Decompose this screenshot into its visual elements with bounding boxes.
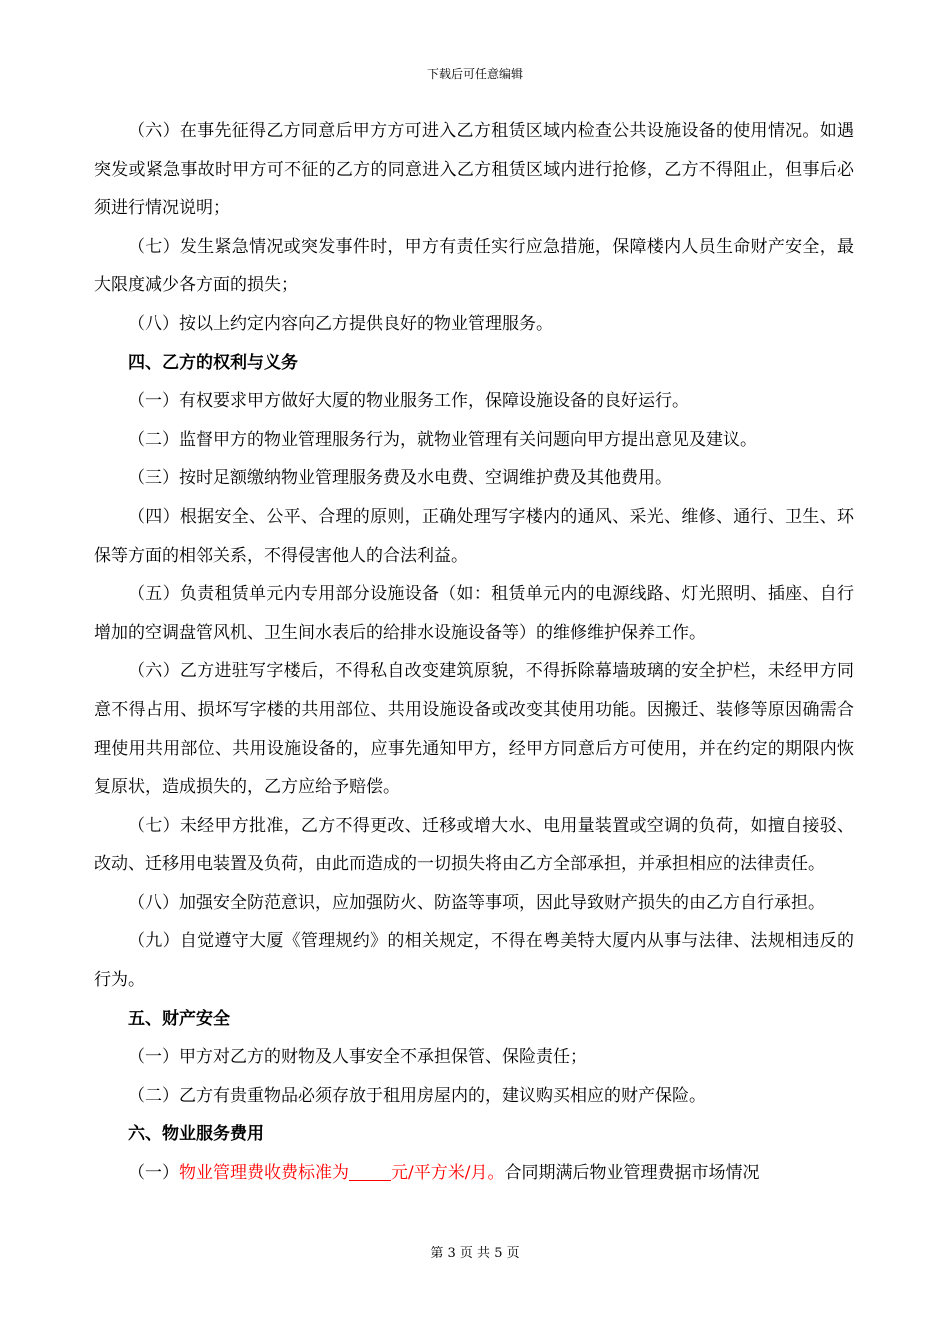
clause-continuation: 合同期满后物业管理费据市场情况	[504, 1163, 760, 1184]
section-heading-6: 六、物业服务费用	[128, 1124, 264, 1145]
clause-4-9: （九）自觉遵守大厦《管理规约》的相关规定，不得在粤美特大厦内从事与法律、法规相违反的行为。	[94, 931, 854, 991]
document-body	[94, 112, 854, 1193]
clause-3-8: （八）按以上约定内容向乙方提供良好的物业管理服务。	[128, 313, 553, 334]
fee-standard-text: 物业管理费收费标准为	[179, 1163, 349, 1184]
clause-4-4: （四）根据安全、公平、合理的原则，正确处理写字楼内的通风、采光、维修、通行、卫生、环保等方面的相邻关系，不得侵害他人的合法利益。	[94, 506, 854, 566]
page-footer: 第 3 页 共 5 页	[430, 1246, 520, 1261]
section-heading-4: 四、乙方的权利与义务	[128, 352, 298, 373]
clause-4-2: （二）监督甲方的物业管理服务行为，就物业管理有关问题向甲方提出意见及建议。	[128, 429, 757, 450]
clause-number: （一）	[128, 1163, 179, 1184]
clause-4-6: （六）乙方进驻写字楼后，不得私自改变建筑原貌，不得拆除幕墙玻璃的安全护栏，未经甲方同意不得占用、损坏写字楼的共用部位、共用设施设备或改变其使用功能。因搬迁、装修等原因确需合理使用共用部位、共用设施设备的，应事先通知甲方，经甲方同意后方可使用，并在约定的期限内恢复原状，造成损失的，乙方应给予赔偿。	[94, 661, 854, 798]
fee-amount-blank	[349, 1163, 391, 1181]
clause-5-2: （二）乙方有贵重物品必须存放于租用房屋内的，建议购买相应的财产保险。	[128, 1085, 706, 1106]
clause-3-6: （六）在事先征得乙方同意后甲方方可进入乙方租赁区域内检查公共设施设备的使用情况。如遇突发或紧急事故时甲方可不征的乙方的同意进入乙方租赁区域内进行抢修，乙方不得阻止，但事后必须进行情况说明；	[94, 121, 854, 219]
clause-4-1: （一）有权要求甲方做好大厦的物业服务工作，保障设施设备的良好运行。	[128, 391, 689, 412]
clause-4-7: （七）未经甲方批准，乙方不得更改、迁移或增大水、电用量装置或空调的负荷，如擅自接驳、改动、迁移用电装置及负荷，由此而造成的一切损失将由乙方全部承担，并承担相应的法律责任。	[94, 815, 854, 875]
clause-4-5: （五）负责租赁单元内专用部分设施设备（如：租赁单元内的电源线路、灯光照明、插座、自行增加的空调盘管风机、卫生间水表后的给排水设施设备等）的维修维护保养工作。	[94, 584, 854, 643]
clause-3-7: （七）发生紧急情况或突发事件时，甲方有责任实行应急措施，保障楼内人员生命财产安全，最大限度减少各方面的损失；	[94, 236, 854, 296]
clause-4-8: （八）加强安全防范意识，应加强防火、防盗等事项，因此导致财产损失的由乙方自行承担。	[128, 892, 825, 913]
section-heading-5: 五、财产安全	[128, 1008, 230, 1029]
fee-unit-text: 元/平方米/月。	[391, 1163, 505, 1184]
clause-4-3: （三）按时足额缴纳物业管理服务费及水电费、空调维护费及其他费用。	[128, 468, 672, 489]
clause-5-1: （一）甲方对乙方的财物及人事安全不承担保管、保险责任；	[128, 1047, 587, 1068]
clause-6-1	[94, 1154, 854, 1193]
page-header: 下载后可任意编辑	[426, 67, 523, 81]
